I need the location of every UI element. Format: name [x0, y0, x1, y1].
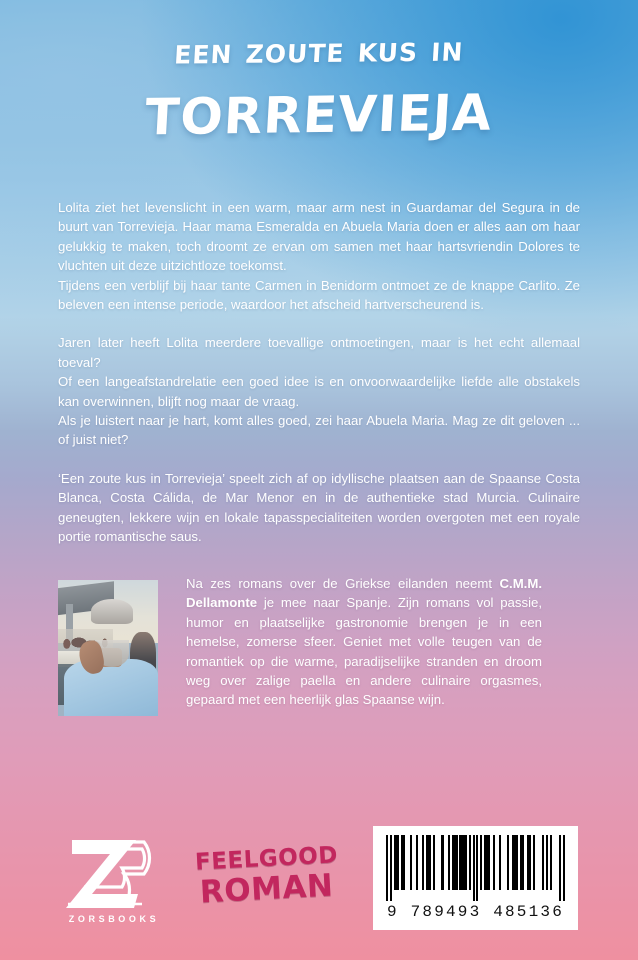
barcode-bar: [533, 835, 535, 890]
barcode-bar: [546, 835, 548, 890]
author-bio-intro: Na zes romans over de Griekse eilanden neemt: [186, 576, 500, 591]
barcode: [373, 826, 578, 930]
barcode-bar: [433, 835, 435, 890]
author-bio-rest: je mee naar Spanje. Zijn romans vol passie, humor en plaatselijke gastronomie brengen je in een hemelse, zomerse sfeer. Geniet met volle teugen van de romantiek op die warme, paradijselijke stranden en droom weg over zalige paella en andere culinaire orgasmes, gepaard met een heerlijk glas Spaanse wijn.: [186, 595, 542, 708]
barcode-bar: [397, 835, 399, 890]
barcode-bar: [529, 835, 531, 890]
blurb-paragraph-2: Tijdens een verblijf bij haar tante Carmen in Benidorm ontmoet ze de knappe Carlito. Ze beleven een intense periode, waardoor het afscheid hartverscheurend is.: [58, 277, 580, 313]
barcode-bar: [499, 835, 501, 890]
barcode-bar: [465, 835, 467, 890]
barcode-bar: [456, 835, 458, 890]
barcode-bar: [516, 835, 518, 890]
barcode-bar: [390, 835, 392, 901]
barcode-bar: [559, 835, 561, 901]
publisher-logo: [58, 836, 170, 932]
page-title: torrevieja: [143, 62, 495, 152]
blurb-spacer: [58, 314, 580, 333]
barcode-bar: [550, 835, 552, 890]
blurb-paragraph-3: Jaren later heeft Lolita meerdere toevallige ontmoetingen, maar is het echt allemaal toeval?: [58, 335, 580, 370]
blurb-spacer: [58, 450, 580, 469]
genre-badge-line-1: FEELGOOD: [194, 842, 339, 876]
barcode-bar: [443, 835, 445, 890]
barcode-bar: [476, 835, 478, 901]
barcode-bars: [386, 835, 565, 901]
photo-shirt: [64, 659, 158, 716]
barcode-bar: [416, 835, 418, 890]
barcode-bar: [542, 835, 544, 890]
blurb-paragraph-1: Lolita ziet het levenslicht in een warm, maar arm nest in Guardamar del Segura in de buurt van Torrevieja. Haar mama Esmeralda en Abuela Maria doen er alles aan om haar gelukkig te maken, toch droomt ze ervan om samen met haar hartsvriendin Dolores te vluchten uit deze uitzichtloze toekomst.: [58, 200, 580, 274]
author-name: C.M.M. Dellamonte: [186, 576, 542, 611]
barcode-bar: [403, 835, 405, 890]
barcode-bar: [563, 835, 565, 901]
barcode-bar: [473, 835, 475, 901]
blurb-text: [58, 198, 580, 547]
title-subtitle-line: een zoute kus in: [173, 29, 465, 73]
photo-hair: [91, 599, 133, 623]
isbn-number: 9 789493 485136: [386, 903, 565, 921]
author-bio: [186, 574, 542, 710]
barcode-bar: [493, 835, 495, 890]
barcode-bar: [386, 835, 388, 901]
blurb-paragraph-4: Of een langeafstandrelatie een goed idee is en onvoorwaardelijke liefde alle obstakels kan overwinnen, blijft nog maar de vraag.: [58, 374, 580, 409]
genre-badge-line-2: ROMAN: [199, 867, 335, 911]
barcode-bar: [429, 835, 431, 890]
barcode-bar: [469, 835, 471, 890]
barcode-bar: [507, 835, 509, 890]
barcode-bar: [422, 835, 424, 890]
barcode-bar: [410, 835, 412, 890]
barcode-bar: [522, 835, 524, 890]
barcode-bar: [480, 835, 482, 890]
barcode-bar: [448, 835, 450, 890]
zorsbooks-monogram-icon: [58, 836, 170, 914]
genre-badge: [194, 842, 339, 911]
barcode-bar: [488, 835, 490, 890]
blurb-paragraph-5: Als je luistert naar je hart, komt alles goed, zei haar Abuela Maria. Mag ze dit geloven ... of juist niet?: [58, 413, 580, 448]
title-block: [0, 29, 638, 152]
author-photo: [58, 580, 158, 716]
blurb-paragraph-6: ‘Een zoute kus in Torrevieja’ speelt zich af op idyllische plaatsen aan de Spaanse Costa Blanca, Costa Cálida, de Mar Menor en in de authentieke stad Murcia. Culinaire geneugten, lekkere wijn en lokale tapasspecialiteiten worden overgoten met een royale portie romantische saus.: [58, 470, 580, 545]
publisher-wordmark: ZORSBOOKS: [68, 914, 160, 924]
